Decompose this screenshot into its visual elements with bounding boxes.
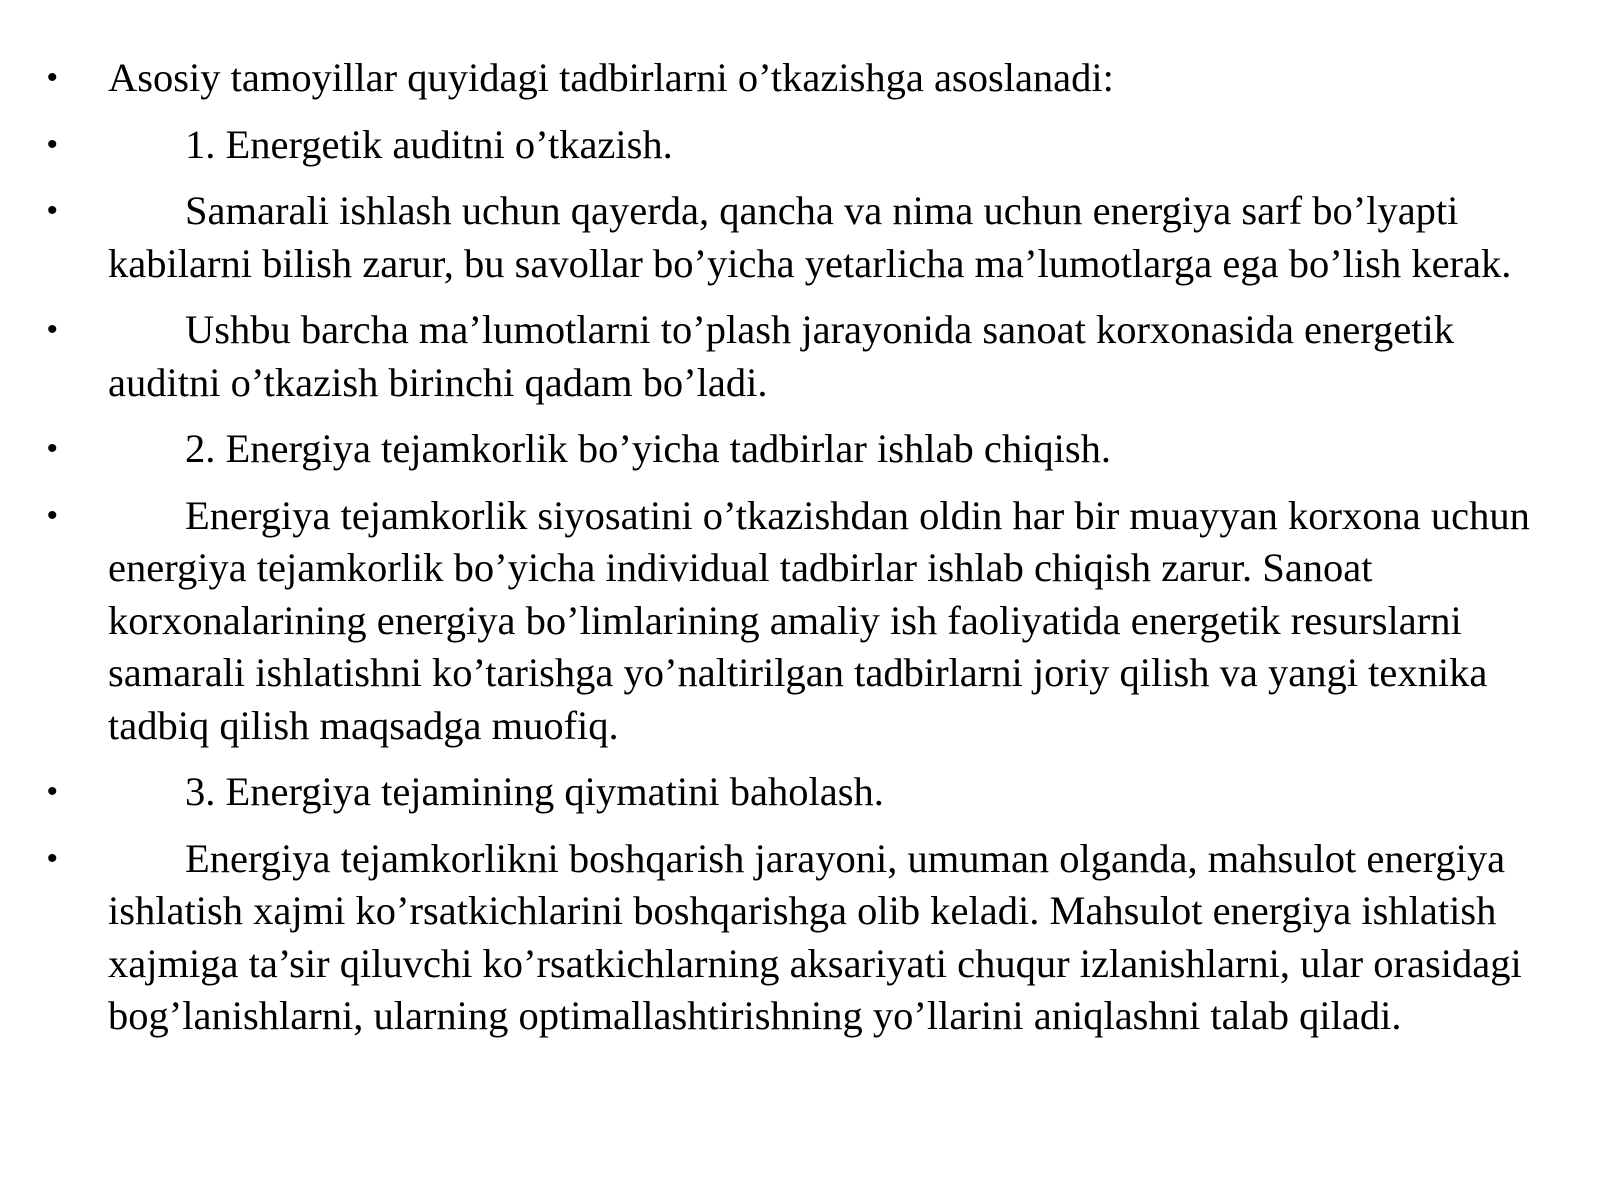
bullet-icon: •	[47, 313, 58, 346]
list-item	[0, 423, 1600, 476]
bullet-text: Ushbu barcha ma’lumotlarni to’plash jarayonida sanoat korxonasida energetik auditni o’tkazish birinchi qadam bo’ladi.	[108, 307, 1454, 405]
list-item	[0, 119, 1600, 172]
bullet-icon: •	[47, 841, 58, 875]
bullet-text: Energiya tejamkorlikni boshqarish jarayoni, umuman olganda, mahsulot energiya ishlatish xajmi ko’rsatkichlarini boshqarishga olib keladi. Mahsulot energiya ishlatish xajmiga ta’sir qiluvchi ko’rsatkichlarning aksariyati chuqur izlanishlarni, ular orasidagi bog’lanishlarni, ularning optimallashtirishning yo’llarini aniqlashni talab qiladi.	[108, 835, 1522, 1038]
bullet-icon: •	[47, 194, 58, 227]
list-item	[0, 52, 1600, 105]
bullet-list	[0, 52, 1600, 1057]
bullet-text: 2. Energiya tejamkorlik bo’yicha tadbirlar ishlab chiqish.	[185, 426, 1112, 471]
bullet-text: Samarali ishlash uchun qayerda, qancha va nima uchun energiya sarf bo’lyapti kabilarni bilish zarur, bu savollar bo’yicha yetarlicha ma’lumotlarga ega bo’lish kerak.	[108, 188, 1512, 286]
bullet-icon: •	[47, 775, 58, 808]
bullet-text: 3. Energiya tejamining qiymatini baholash.	[185, 769, 884, 814]
list-item	[0, 490, 1600, 753]
bullet-text: 1. Energetik auditni o’tkazish.	[185, 121, 673, 167]
bullet-icon: •	[47, 61, 58, 94]
list-item	[0, 766, 1600, 819]
bullet-icon: •	[47, 432, 58, 465]
list-item	[0, 185, 1600, 290]
bullet-icon: •	[47, 498, 58, 532]
bullet-icon: •	[47, 127, 58, 161]
bullet-text: Energiya tejamkorlik siyosatini o’tkazishdan oldin har bir muayyan korxona uchun energiya tejamkorlik bo’yicha individual tadbirlar ishlab chiqish zarur. Sanoat korxonalarining energiya bo’limlarining amaliy ish faoliyatida energetik resurslarni samarali ishlatishni ko’tarishga yo’naltirilgan tadbirlarni joriy qilish va yangi texnika tadbiq qilish maqsadga muofiq.	[108, 492, 1530, 748]
list-item	[0, 833, 1600, 1043]
list-item	[0, 304, 1600, 409]
bullet-text: Asosiy tamoyillar quyidagi tadbirlarni o’tkazishga asoslanadi:	[108, 55, 1114, 100]
